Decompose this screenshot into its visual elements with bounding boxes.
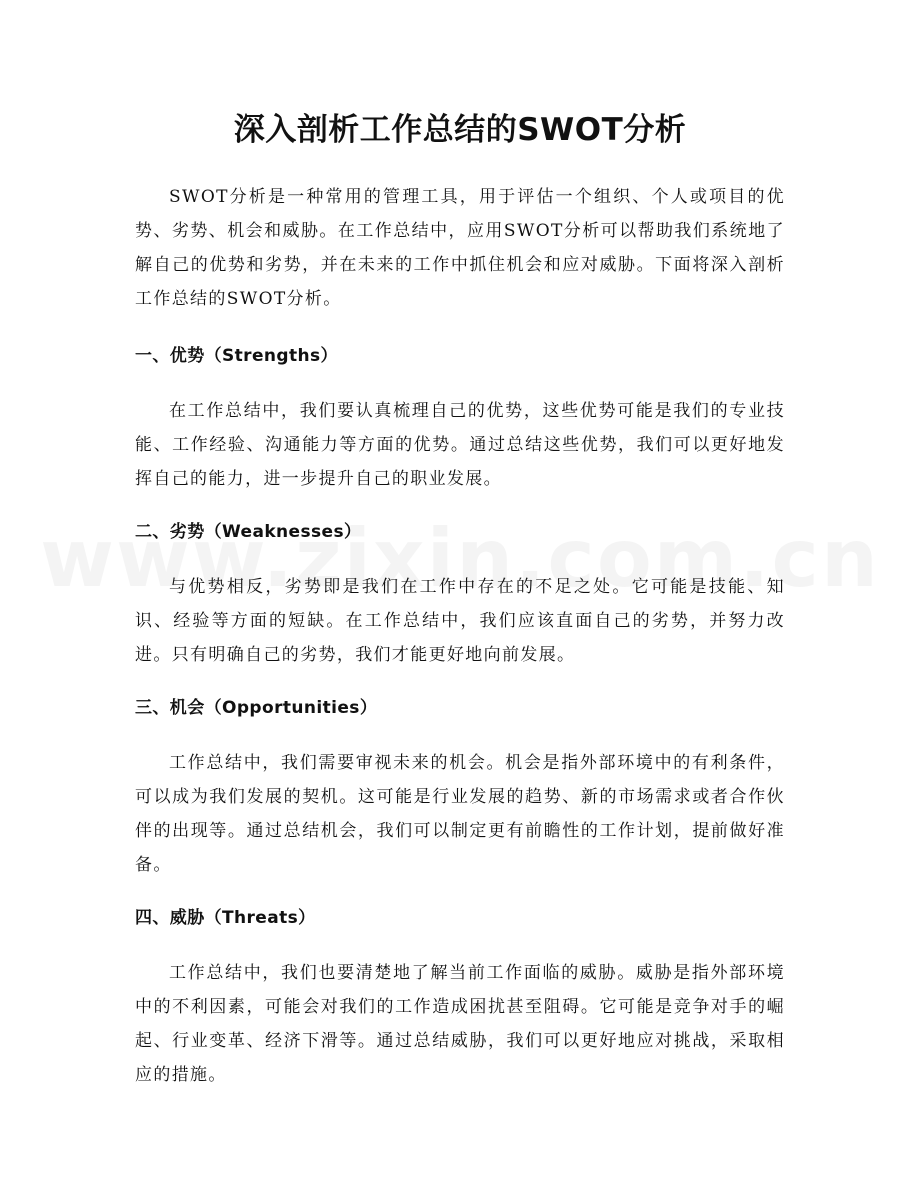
section-heading-threats: 四、威胁（Threats）	[135, 908, 316, 928]
page-title: 深入剖析工作总结的SWOT分析	[233, 112, 687, 148]
section-heading-strengths: 一、优势（Strengths）	[135, 346, 338, 366]
section-heading-opportunities: 三、机会（Opportunities）	[135, 698, 378, 718]
section-body-strengths: 在工作总结中，我们要认真梳理自己的优势，这些优势可能是我们的专业技能、工作经验、沟通能力等方面的优势。通过总结这些优势，我们可以更好地发挥自己的能力，进一步提升自己的职业发展。	[135, 401, 785, 489]
section-heading-weaknesses: 二、劣势（Weaknesses）	[135, 522, 362, 542]
section-body-weaknesses: 与优势相反，劣势即是我们在工作中存在的不足之处。它可能是技能、知识、经验等方面的短缺。在工作总结中，我们应该直面自己的劣势，并努力改进。只有明确自己的劣势，我们才能更好地向前发展。	[135, 577, 785, 665]
intro-paragraph: SWOT分析是一种常用的管理工具，用于评估一个组织、个人或项目的优势、劣势、机会和威胁。在工作总结中，应用SWOT分析可以帮助我们系统地了解自己的优势和劣势，并在未来的工作中抓住机会和应对威胁。下面将深入剖析工作总结的SWOT分析。	[135, 187, 785, 309]
section-body-opportunities: 工作总结中，我们需要审视未来的机会。机会是指外部环境中的有利条件，可以成为我们发展的契机。这可能是行业发展的趋势、新的市场需求或者合作伙伴的出现等。通过总结机会，我们可以制定更有前瞻性的工作计划，提前做好准备。	[135, 753, 785, 875]
document-body	[135, 180, 785, 1092]
section-body-threats: 工作总结中，我们也要清楚地了解当前工作面临的威胁。威胁是指外部环境中的不利因素，可能会对我们的工作造成困扰甚至阻碍。它可能是竞争对手的崛起、行业变革、经济下滑等。通过总结威胁，我们可以更好地应对挑战，采取相应的措施。	[135, 963, 785, 1085]
